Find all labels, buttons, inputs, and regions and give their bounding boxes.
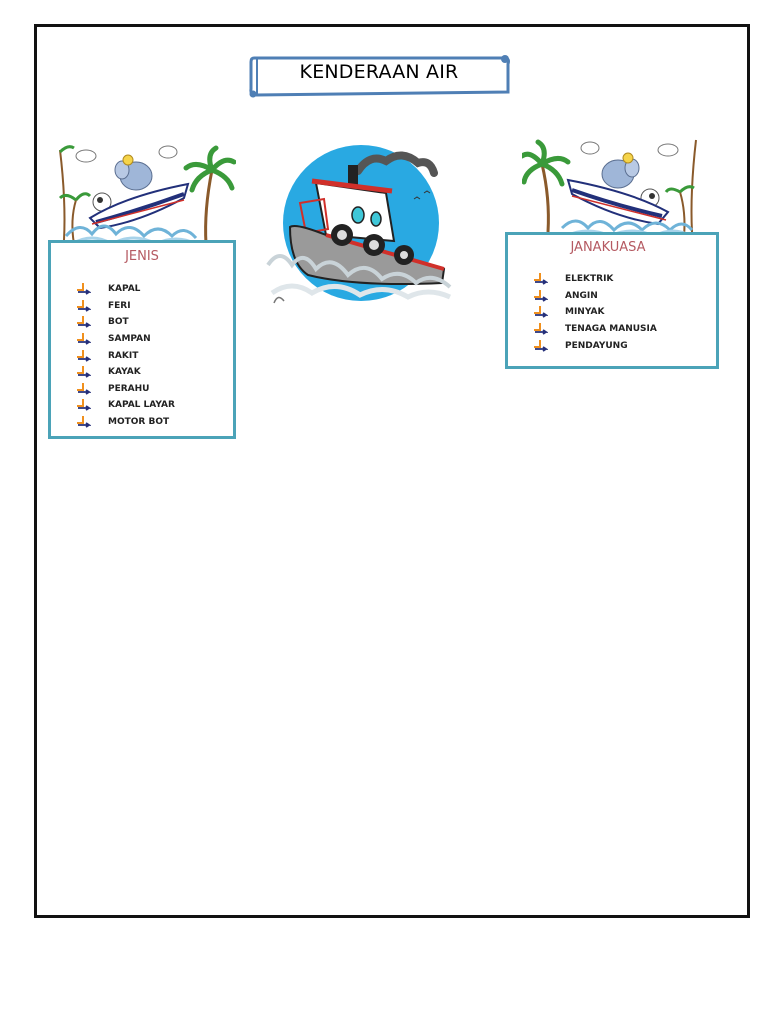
- anchor-arrow-bullet-icon: [77, 383, 91, 395]
- elephant-boat-clipart-left: [56, 140, 236, 248]
- list-item: [534, 304, 657, 321]
- list-item-label: RAKIT: [108, 350, 139, 361]
- anchor-arrow-bullet-icon: [77, 350, 91, 362]
- page-title: KENDERAAN AIR: [299, 61, 459, 83]
- list-item-label: MINYAK: [565, 307, 605, 318]
- list-item: [534, 271, 657, 288]
- anchor-arrow-bullet-icon: [534, 273, 548, 285]
- list-item-label: SAMPAN: [108, 334, 151, 345]
- list-item-label: BOT: [108, 317, 129, 328]
- janakuasa-heading: JANAKUASA: [570, 240, 646, 255]
- jenis-heading: JENIS: [125, 249, 159, 264]
- list-item: [77, 347, 175, 364]
- janakuasa-list: [534, 271, 657, 354]
- anchor-arrow-bullet-icon: [77, 366, 91, 378]
- janakuasa-box: [505, 232, 719, 369]
- jenis-list: [77, 281, 175, 430]
- list-item: [534, 321, 657, 338]
- list-item: [77, 331, 175, 348]
- list-item: [77, 281, 175, 298]
- list-item: [534, 337, 657, 354]
- list-item: [534, 288, 657, 305]
- list-item: [77, 381, 175, 398]
- elephant-boat-clipart-right: [522, 136, 702, 240]
- anchor-arrow-bullet-icon: [534, 290, 548, 302]
- list-item-label: TENAGA MANUSIA: [565, 324, 657, 335]
- tugboat-illustration: [266, 143, 456, 313]
- list-item-label: ELEKTRIK: [565, 274, 614, 285]
- list-item: [77, 364, 175, 381]
- list-item-label: FERI: [108, 300, 131, 311]
- list-item-label: KAPAL: [108, 284, 141, 295]
- list-item-label: KAPAL LAYAR: [108, 400, 175, 411]
- list-item: [77, 414, 175, 431]
- list-item-label: PERAHU: [108, 383, 150, 394]
- anchor-arrow-bullet-icon: [77, 316, 91, 328]
- anchor-arrow-bullet-icon: [534, 306, 548, 318]
- anchor-arrow-bullet-icon: [77, 283, 91, 295]
- anchor-arrow-bullet-icon: [77, 399, 91, 411]
- anchor-arrow-bullet-icon: [77, 333, 91, 345]
- anchor-arrow-bullet-icon: [534, 340, 548, 352]
- anchor-arrow-bullet-icon: [77, 416, 91, 428]
- list-item-label: PENDAYUNG: [565, 340, 628, 351]
- list-item-label: MOTOR BOT: [108, 417, 170, 428]
- list-item-label: KAYAK: [108, 367, 141, 378]
- list-item: [77, 397, 175, 414]
- anchor-arrow-bullet-icon: [534, 323, 548, 335]
- list-item: [77, 298, 175, 315]
- jenis-box: [48, 240, 236, 439]
- list-item: [77, 314, 175, 331]
- list-item-label: ANGIN: [565, 290, 598, 301]
- anchor-arrow-bullet-icon: [77, 300, 91, 312]
- title-banner: [248, 54, 510, 98]
